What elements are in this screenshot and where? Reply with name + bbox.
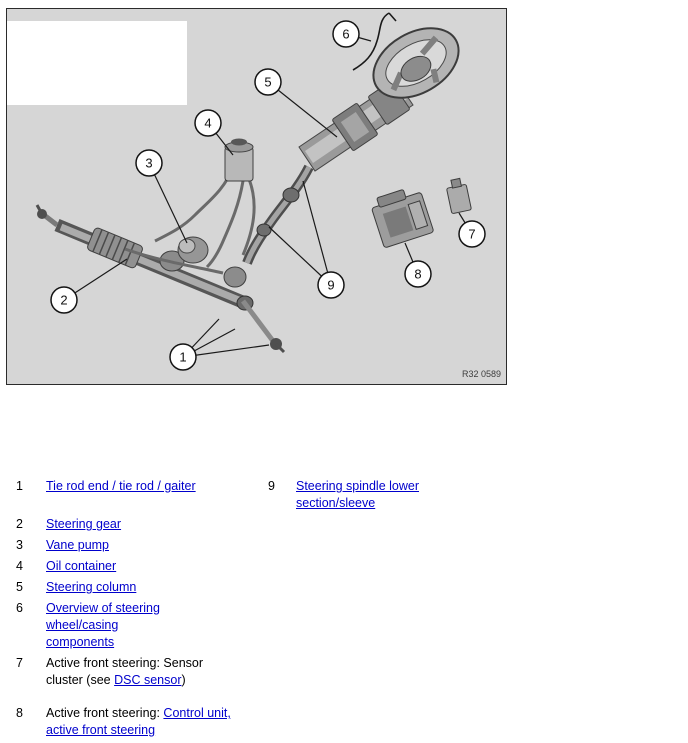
- legend-row: [16, 478, 486, 512]
- legend-row: [16, 537, 486, 554]
- callout-number: 9: [327, 277, 335, 293]
- rack-gaiter: [86, 227, 143, 269]
- legend-link-vane-pump[interactable]: Vane pump: [46, 538, 110, 552]
- callout-number: 2: [60, 292, 68, 308]
- legend-plain-text: ): [181, 673, 186, 687]
- legend-number-2: 2: [16, 517, 23, 531]
- steering-overview-figure: [6, 8, 507, 385]
- legend-link-wheel-casing-overview[interactable]: Overview of steering wheel/casing components: [46, 601, 160, 649]
- legend-number-3: 3: [16, 538, 23, 552]
- callout-number: 5: [264, 74, 272, 90]
- tie-rod-right: [243, 301, 284, 352]
- legend-link-steering-column[interactable]: Steering column: [46, 580, 137, 594]
- legend-row: [16, 600, 486, 651]
- callout-leader-line: [303, 181, 331, 285]
- callout-number: 8: [414, 266, 422, 282]
- callout-number: 3: [145, 155, 153, 171]
- white-mask: [7, 21, 187, 105]
- legend-number-8: 8: [16, 706, 23, 720]
- legend-number-7: 7: [16, 656, 23, 670]
- legend-number-6: 6: [16, 601, 23, 615]
- vane-pump: [178, 237, 208, 263]
- legend-row: [16, 579, 486, 596]
- legend-plain-text: Active front steering: Sensor cluster (see: [46, 656, 204, 687]
- callout-1: [170, 344, 196, 370]
- legend-row: [16, 558, 486, 575]
- callout-number: 7: [468, 226, 476, 242]
- legend-link-dsc-sensor[interactable]: DSC sensor: [114, 673, 182, 687]
- legend-link-steering-spindle[interactable]: Steering spindle lower section/sleeve: [296, 479, 419, 510]
- callout-number: 4: [204, 115, 212, 131]
- figure-ref-code: R32 0589: [461, 369, 501, 379]
- legend-number-9: 9: [268, 479, 275, 493]
- legend-text-4: [46, 558, 251, 575]
- callout-number: 6: [342, 26, 350, 42]
- legend-row: [16, 655, 486, 689]
- callout-8: [405, 261, 431, 287]
- callout-2: [51, 287, 77, 313]
- callout-4: [195, 110, 221, 136]
- legend-link-afs-control-unit[interactable]: Control unit, active front steering: [46, 706, 231, 737]
- afs-control-unit: [369, 184, 434, 248]
- legend-row: [16, 516, 486, 533]
- oil-container: [225, 139, 253, 182]
- legend-text-2: [46, 516, 251, 533]
- steering-spindle: [247, 167, 309, 263]
- tie-rod-left: [37, 205, 57, 225]
- legend-plain-text: Active front steering:: [46, 706, 164, 720]
- callout-number: 1: [179, 349, 187, 365]
- legend-text-5: [46, 579, 251, 596]
- legend-text-9: [296, 478, 438, 512]
- callout-7: [459, 221, 485, 247]
- steering-diagram-svg: [7, 9, 506, 384]
- legend-number-4: 4: [16, 559, 23, 573]
- legend: [16, 478, 486, 743]
- legend-text-1: [46, 478, 251, 495]
- legend-link-steering-gear[interactable]: Steering gear: [46, 517, 122, 531]
- callout-5: [255, 69, 281, 95]
- legend-text-6: [46, 600, 178, 651]
- legend-number-5: 5: [16, 580, 23, 594]
- legend-number-1: 1: [16, 479, 23, 493]
- legend-link-oil-container[interactable]: Oil container: [46, 559, 117, 573]
- legend-link-tie-rod[interactable]: Tie rod end / tie rod / gaiter: [46, 479, 196, 493]
- afs-sensor-cluster: [445, 177, 471, 213]
- legend-text-8: [46, 705, 251, 739]
- legend-text-3: [46, 537, 251, 554]
- legend-row: [16, 705, 486, 739]
- callout-3: [136, 150, 162, 176]
- legend-text-7: [46, 655, 232, 689]
- callout-6: [333, 21, 359, 47]
- callout-9: [318, 272, 344, 298]
